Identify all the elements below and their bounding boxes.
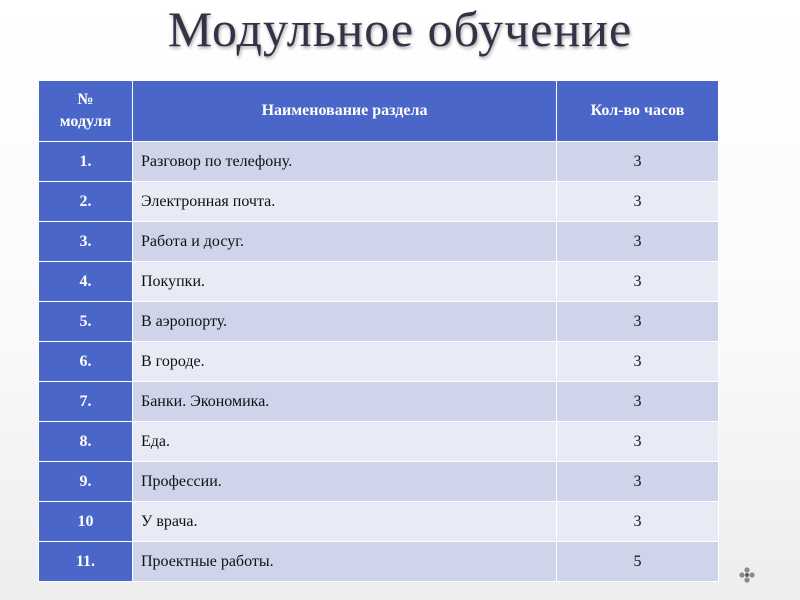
row-name: В городе.	[133, 342, 557, 382]
table-header-row	[39, 81, 719, 142]
row-hours: 3	[557, 502, 719, 542]
row-hours: 3	[557, 302, 719, 342]
row-hours: 3	[557, 462, 719, 502]
table-row	[39, 502, 719, 542]
row-name: Еда.	[133, 422, 557, 462]
row-name: У врача.	[133, 502, 557, 542]
row-name: Проектные работы.	[133, 542, 557, 582]
row-number: 4.	[39, 262, 133, 302]
row-number: 6.	[39, 342, 133, 382]
table-row	[39, 542, 719, 582]
row-hours: 3	[557, 222, 719, 262]
row-number: 7.	[39, 382, 133, 422]
table-row	[39, 262, 719, 302]
row-hours: 5	[557, 542, 719, 582]
row-hours: 3	[557, 422, 719, 462]
row-number: 3.	[39, 222, 133, 262]
table-row	[39, 222, 719, 262]
row-name: Электронная почта.	[133, 182, 557, 222]
row-hours: 3	[557, 262, 719, 302]
table-row	[39, 422, 719, 462]
table-row	[39, 342, 719, 382]
table-row	[39, 302, 719, 342]
header-num-symbol: №	[77, 91, 94, 108]
row-number: 5.	[39, 302, 133, 342]
header-num-label: модуля	[59, 113, 112, 130]
row-hours: 3	[557, 342, 719, 382]
row-number: 1.	[39, 142, 133, 182]
header-module-number	[39, 81, 133, 142]
row-name: Профессии.	[133, 462, 557, 502]
table-row	[39, 142, 719, 182]
flower-bullet-icon	[738, 566, 756, 584]
row-number: 8.	[39, 422, 133, 462]
row-number: 10	[39, 502, 133, 542]
row-number: 11.	[39, 542, 133, 582]
table-row	[39, 182, 719, 222]
row-number: 9.	[39, 462, 133, 502]
row-name: Разговор по телефону.	[133, 142, 557, 182]
row-number: 2.	[39, 182, 133, 222]
row-name: Покупки.	[133, 262, 557, 302]
row-hours: 3	[557, 182, 719, 222]
slide-title: Модульное обучение	[167, 1, 633, 57]
header-hours: Кол-во часов	[557, 81, 719, 142]
table-row	[39, 382, 719, 422]
row-name: Банки. Экономика.	[133, 382, 557, 422]
row-name: Работа и досуг.	[133, 222, 557, 262]
table-row	[39, 462, 719, 502]
row-name: В аэропорту.	[133, 302, 557, 342]
header-section-name: Наименование раздела	[133, 81, 557, 142]
row-hours: 3	[557, 142, 719, 182]
modules-table	[38, 80, 719, 582]
row-hours: 3	[557, 382, 719, 422]
